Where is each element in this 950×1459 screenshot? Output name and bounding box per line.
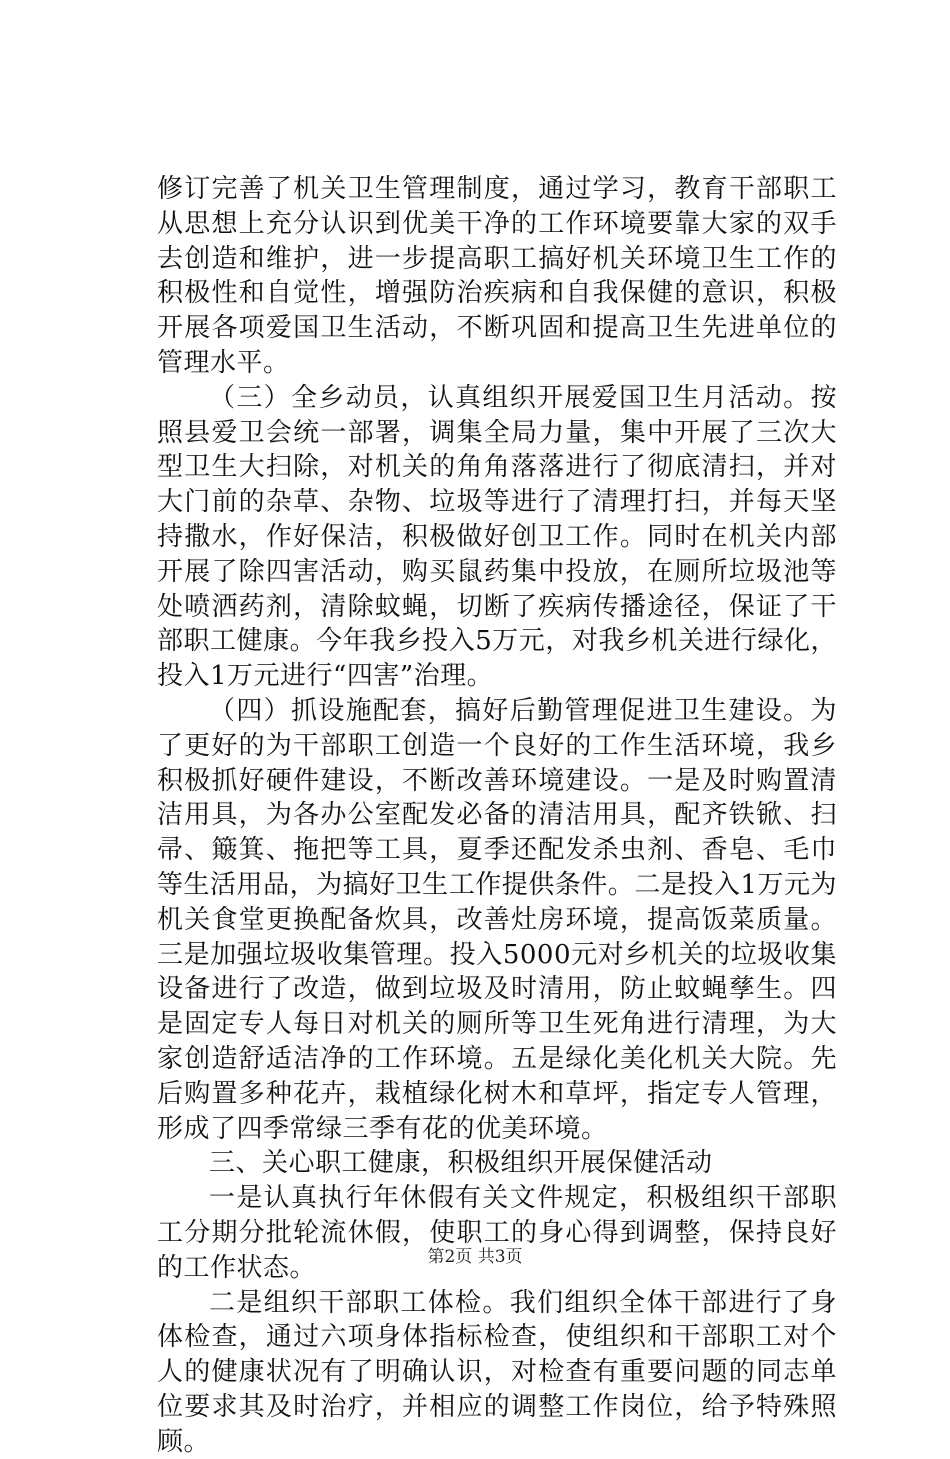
page-number-footer: 第2页 共3页 [0, 1246, 950, 1268]
section-heading-health: 三、关心职工健康，积极组织开展保健活动 [157, 1146, 837, 1181]
paragraph-section-3: （三）全乡动员，认真组织开展爱国卫生月活动。按照县爱卫会统一部署，调集全局力量，集中开展了三次大型卫生大扫除，对机关的角角落落进行了彻底清扫，并对大门前的杂草、杂物、垃圾等进行了清理打扫，并每天坚持撒水，作好保洁，积极做好创卫工作。同时在机关内部开展了除四害活动，购买鼠药集中投放，在厕所垃圾池等处喷洒药剂，清除蚊蝇，切断了疾病传播途径，保证了干部职工健康。今年我乡投入5万元，对我乡机关进行绿化，投入1万元进行“四害”治理。 [157, 381, 837, 694]
paragraph-health-check: 二是组织干部职工体检。我们组织全体干部进行了身体检查，通过六项身体指标检查，使组织和干部职工对个人的健康状况有了明确认识，对检查有重要问题的同志单位要求其及时治疗，并相应的调整工作岗位，给予特殊照顾。 [157, 1286, 837, 1459]
paragraph-annual-leave: 一是认真执行年休假有关文件规定，积极组织干部职工分期分批轮流休假，使职工的身心得到调整，保持良好的工作状态。 [157, 1181, 837, 1285]
paragraph-section-4: （四）抓设施配套，搞好后勤管理促进卫生建设。为了更好的为干部职工创造一个良好的工作生活环境，我乡积极抓好硬件建设，不断改善环境建设。一是及时购置清洁用具，为各办公室配发必备的清洁用具，配齐铁锨、扫帚、簸箕、拖把等工具，夏季还配发杀虫剂、香皂、毛巾等生活用品，为搞好卫生工作提供条件。二是投入1万元为机关食堂更换配备炊具，改善灶房环境，提高饭菜质量。三是加强垃圾收集管理。投入5000元对乡机关的垃圾收集设备进行了改造，做到垃圾及时清用，防止蚊蝇孳生。四是固定专人每日对机关的厕所等卫生死角进行清理，为大家创造舒适洁净的工作环境。五是绿化美化机关大院。先后购置多种花卉，栽植绿化树木和草坪，指定专人管理，形成了四季常绿三季有花的优美环境。 [157, 694, 837, 1146]
paragraph-continuation: 修订完善了机关卫生管理制度，通过学习，教育干部职工从思想上充分认识到优美干净的工作环境要靠大家的双手去创造和维护，进一步提高职工搞好机关环境卫生工作的积极性和自觉性，增强防治疾病和自我保健的意识，积极开展各项爱国卫生活动，不断巩固和提高卫生先进单位的管理水平。 [157, 172, 837, 381]
